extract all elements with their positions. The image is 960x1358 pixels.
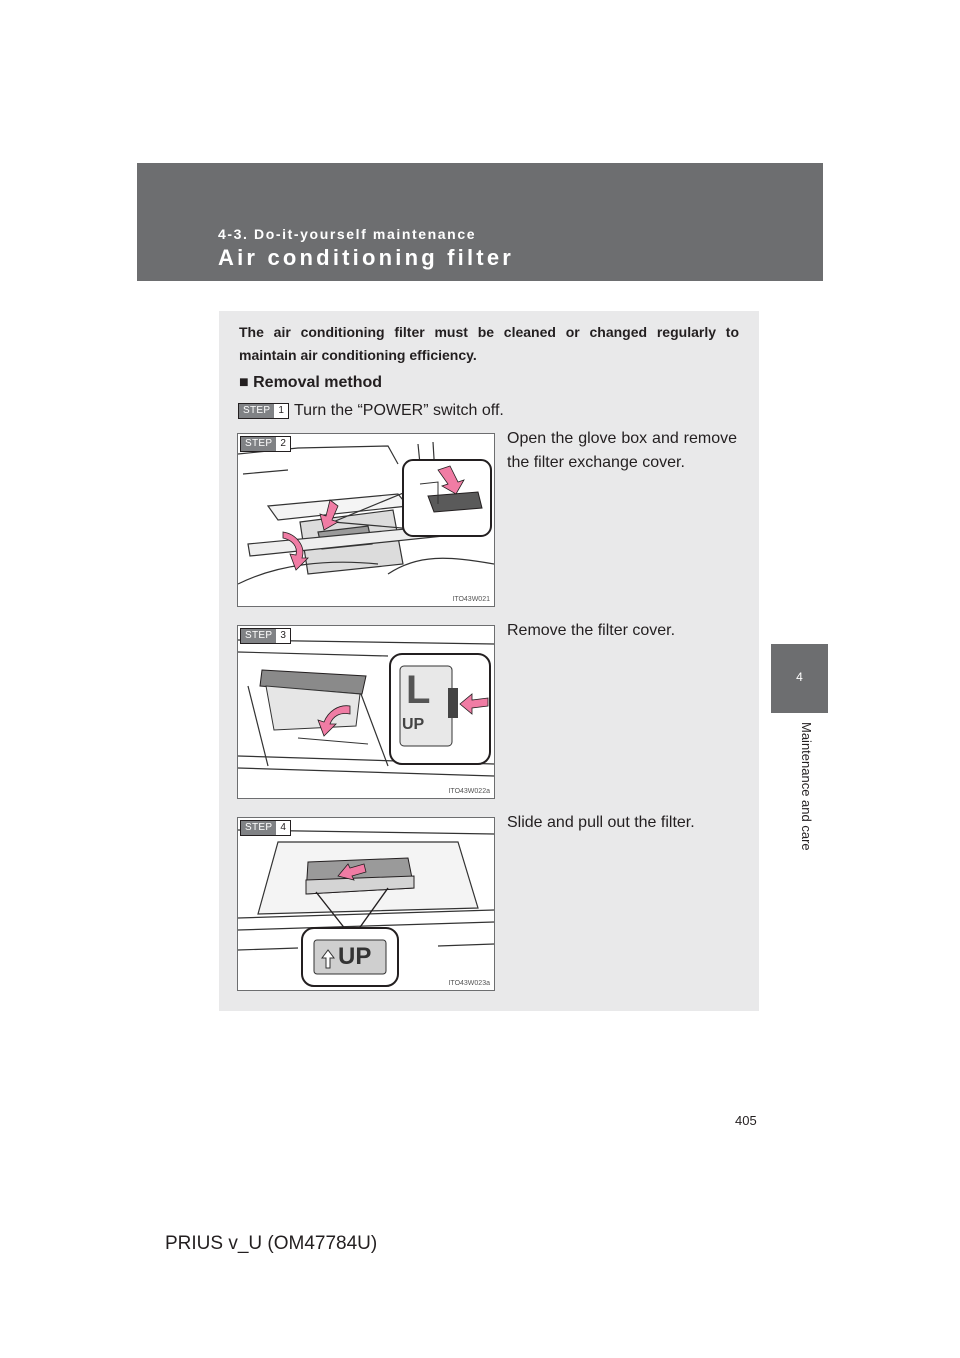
chapter-label: Maintenance and care — [799, 722, 814, 851]
chapter-number: 4 — [796, 670, 803, 684]
step-4-badge — [240, 820, 291, 836]
step-3-illustration — [237, 625, 495, 799]
step-word: STEP — [241, 821, 276, 835]
step-word: STEP — [241, 629, 276, 643]
page-number: 405 — [735, 1113, 757, 1128]
content-panel — [219, 311, 759, 1011]
step-4-illustration — [237, 817, 495, 991]
step-3-badge — [240, 628, 291, 644]
step-number: 3 — [280, 630, 286, 641]
step-4-text: Slide and pull out the filter. — [507, 814, 695, 831]
step-number: 1 — [278, 405, 284, 416]
header-band — [137, 163, 823, 281]
callout-up-label: UP — [402, 716, 425, 733]
intro-text: The air conditioning filter must be cleaned or changed regularly to maintain air conditioning efficiency. — [239, 324, 739, 363]
figure-code: ITO43W021 — [452, 596, 490, 603]
glove-box-illustration — [238, 434, 494, 606]
step-number: 4 — [280, 822, 286, 833]
step-1-badge — [238, 403, 289, 419]
chapter-tab[interactable] — [771, 644, 828, 713]
callout-up-label: UP — [338, 943, 372, 970]
step-2-badge — [240, 436, 291, 452]
step-word: STEP — [239, 404, 274, 418]
figure-code: ITO43W023a — [448, 980, 490, 987]
step-3-text: Remove the filter cover. — [507, 622, 676, 639]
step-number: 2 — [280, 438, 286, 449]
figure-code: ITO43W022a — [448, 788, 490, 795]
step-2-text: Open the glove box and remove the filter exchange cover. — [507, 430, 737, 471]
filter-cover-illustration — [238, 626, 494, 798]
section-label: 4-3. Do-it-yourself maintenance — [218, 226, 477, 242]
model-code: PRIUS v_U (OM47784U) — [165, 1233, 378, 1254]
page-title: Air conditioning filter — [218, 245, 515, 270]
step-1-text: Turn the “POWER” switch off. — [294, 402, 504, 419]
callout-letter: L — [406, 668, 431, 712]
step-word: STEP — [241, 437, 276, 451]
step-2-illustration — [237, 433, 495, 607]
removal-method-heading: ■ Removal method — [239, 374, 383, 391]
